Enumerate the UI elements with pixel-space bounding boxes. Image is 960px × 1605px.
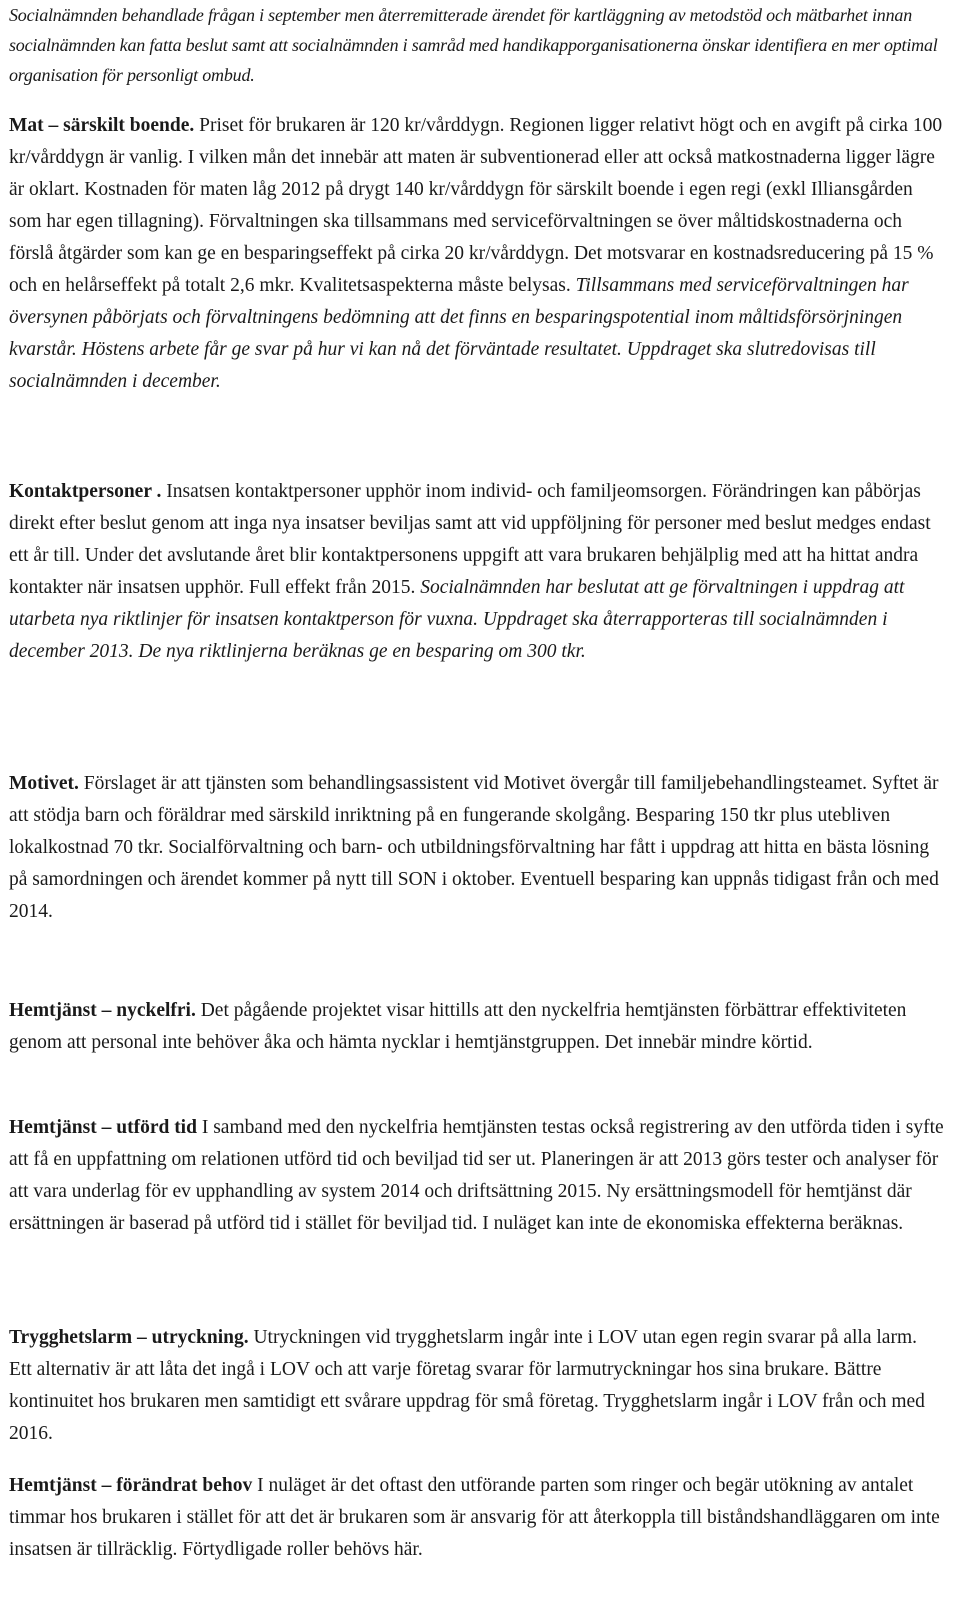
section-utford [9,1112,944,1240]
section-mat [9,110,944,398]
section-heading-nyckelfri: Hemtjänst – nyckelfri. [9,1000,196,1021]
section-larm [9,1322,944,1450]
section-heading-kontakt: Kontaktpersoner . [9,481,162,502]
section-heading-mat: Mat – särskilt boende. [9,115,195,136]
section-text-kontakt: Insatsen kontaktpersoner upphör inom individ- och familjeomsorgen. Förändringen kan påbörjas direkt efter beslut genom att inga nya insatser beviljas samt att vid uppföljning för personer med beslut medges endast ett år till. Under det avslutande året blir kontaktpersonens uppgift att vara brukaren behjälplig med att ha hittat andra kontakter när insatsen upphör. Full effekt från 2015. [9,481,931,598]
section-text-utford: I samband med den nyckelfria hemtjänsten testas också registrering av den utförda tiden i syfte att få en uppfattning om relationen utförd tid och beviljad tid ser ut. Planeringen är att 2013 görs tester och analyser för att vara underlag för ev upphandling av system 2014 och driftsättning 2015. Ny ersättningsmodell för hemtjänst där ersättningen är baserad på utförd tid i stället för beviljad tid. I nuläget kan inte de ekonomiska effekterna beräknas. [9,1117,944,1234]
section-text-larm: Utryckningen vid trygghetslarm ingår inte i LOV utan egen regin svarar på alla larm. Ett alternativ är att låta det ingå i LOV och att varje företag svarar för larmutryckningar hos sina brukare. Bättre kontinuitet hos brukaren men samtidigt ett svårare uppdrag för små företag. Trygghetslarm ingår i LOV från och med 2016. [9,1327,925,1444]
section-text-motivet: Förslaget är att tjänsten som behandlingsassistent vid Motivet övergår till familjebehandlingsteamet. Syftet är att stödja barn och föräldrar med särskild inriktning på en fungerande skolgång. Besparing 150 tkr plus utebliven lokalkostnad 70 tkr. Socialförvaltning och barn- och utbildningsförvaltning har fått i uppdrag att hitta en bästa lösning på samordningen och ärendet kommer på nytt till SON i oktober. Eventuell besparing kan uppnås tidigast från och med 2014. [9,773,939,922]
section-heading-behov: Hemtjänst – förändrat behov [9,1475,253,1496]
intro-paragraph: Socialnämnden behandlade frågan i september men återremitterade ärendet för kartläggning av metodstöd och mätbarhet innan socialnämnden kan fatta beslut samt att socialnämnden i samråd med handikapporganisationerna önskar identifiera en mer optimal organisation för personligt ombud. [9,5,938,85]
section-nyckelfri [9,995,944,1059]
section-behov [9,1470,944,1566]
section-text-mat: Priset för brukaren är 120 kr/vårddygn. Regionen ligger relativt högt och en avgift på cirka 100 kr/vårddygn är vanlig. I vilken mån det innebär att maten är subventionerad eller att också matkostnaderna ligger lägre är oklart. Kostnaden för maten låg 2012 på drygt 140 kr/vårddygn för särskilt boende i egen regi (exkl Illiansgården som har egen tillagning). Förvaltningen ska tillsammans med serviceförvaltningen se över måltidskostnaderna och förslå åtgärder som kan ge en besparingseffekt på cirka 20 kr/vårddygn. Det motsvarar en kostnadsreducering på 15 % och en helårseffekt på totalt 2,6 mkr. Kvalitetsaspekterna måste belysas. [9,115,943,296]
section-motivet [9,768,944,928]
section-text-behov: I nuläget är det oftast den utförande parten som ringer och begär utökning av antalet timmar hos brukaren i stället för att det är brukaren som är ansvarig för att återkoppla till biståndshandläggaren om inte insatsen är tillräcklig. Förtydligade roller behövs här. [9,1475,940,1560]
section-kontakt [9,476,944,668]
section-heading-larm: Trygghetslarm – utryckning. [9,1327,249,1348]
section-italic-mat: Tillsammans med serviceförvaltningen har översynen påbörjats och förvaltningens bedömning att det finns en besparingspotential inom måltidsförsörjningen kvarstår. Höstens arbete får ge svar på hur vi kan nå det förväntade resultatet. Uppdraget ska slutredovisas till socialnämnden i december. [9,275,909,392]
section-heading-utford: Hemtjänst – utförd tid [9,1117,197,1138]
section-heading-motivet: Motivet. [9,773,79,794]
section-text-nyckelfri: Det pågående projektet visar hittills att den nyckelfria hemtjänsten förbättrar effektiviteten genom att personal inte behöver åka och hämta nycklar i hemtjänstgruppen. Det innebär mindre körtid. [9,1000,907,1053]
section-italic-kontakt: Socialnämnden har beslutat att ge förvaltningen i uppdrag att utarbeta nya riktlinjer för insatsen kontaktperson för vuxna. Uppdraget ska återrapporteras till socialnämnden i december 2013. De nya riktlinjerna beräknas ge en besparing om 300 tkr. [9,577,905,662]
